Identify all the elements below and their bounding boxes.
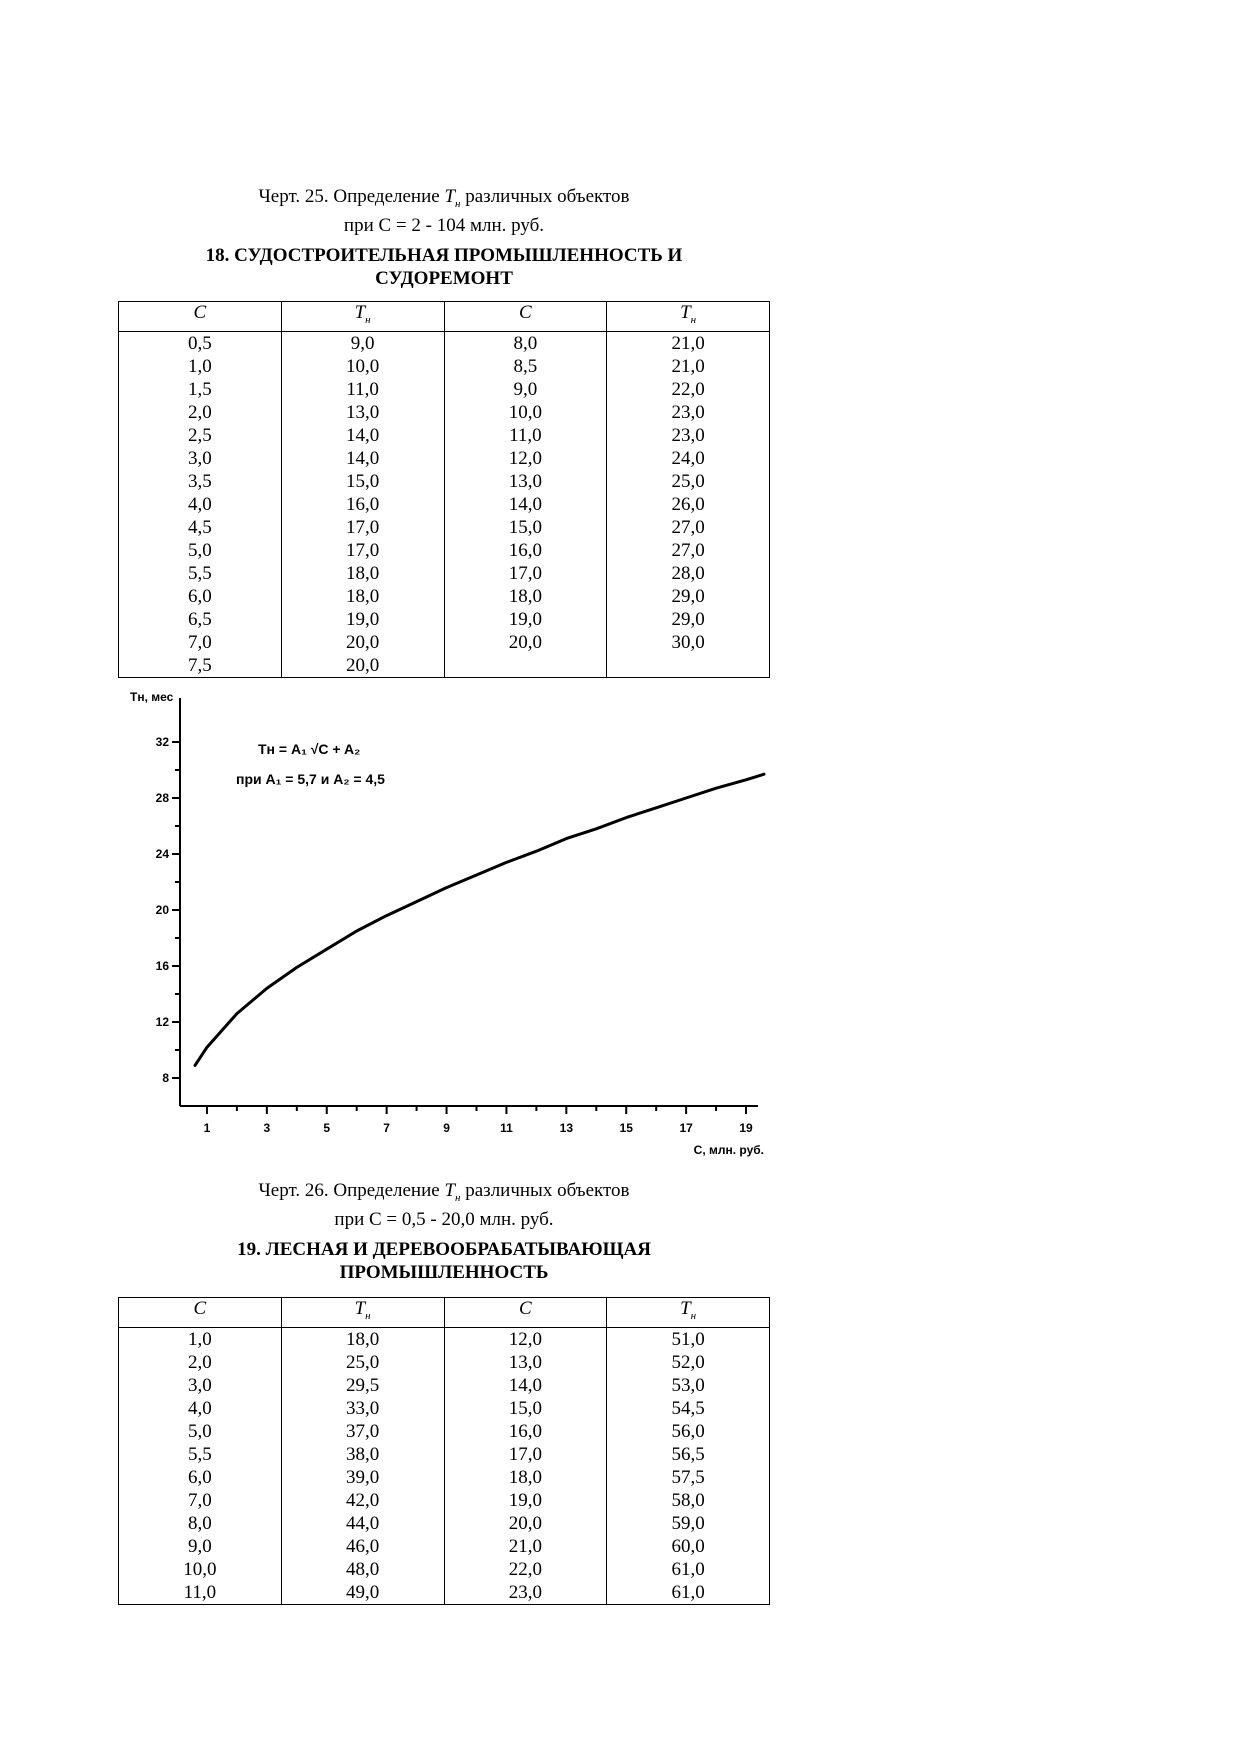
- table-cell: 21,0: [444, 1535, 607, 1558]
- table-cell: 25,0: [281, 1351, 444, 1374]
- figure-25-caption: [118, 186, 770, 237]
- section-19-heading: [118, 1238, 770, 1284]
- table-cell: 17,0: [281, 539, 444, 562]
- table-cell: 5,5: [119, 1443, 282, 1466]
- table-cell: 2,0: [119, 401, 282, 424]
- table-cell: 3,5: [119, 470, 282, 493]
- table-cell: 17,0: [281, 516, 444, 539]
- table-row: [119, 562, 770, 585]
- section-18-heading: [118, 244, 770, 290]
- table-cell: 5,0: [119, 539, 282, 562]
- column-header: C: [119, 302, 282, 332]
- table-cell: 11,0: [281, 378, 444, 401]
- table-cell: 5,0: [119, 1420, 282, 1443]
- table-cell: [607, 654, 770, 678]
- table-cell: 39,0: [281, 1466, 444, 1489]
- column-header: $T_н$: [607, 1298, 770, 1328]
- table-cell: 18,0: [281, 562, 444, 585]
- table-cell: 10,0: [444, 401, 607, 424]
- table-cell: 53,0: [607, 1374, 770, 1397]
- table-cell: 4,0: [119, 1397, 282, 1420]
- x-tick-label: 3: [263, 1121, 271, 1135]
- table-row: [119, 1535, 770, 1558]
- table-cell: 44,0: [281, 1512, 444, 1535]
- table-cell: 5,5: [119, 562, 282, 585]
- table-row: [119, 1489, 770, 1512]
- table-row: [119, 1443, 770, 1466]
- table-row: [119, 378, 770, 401]
- table-cell: 18,0: [444, 585, 607, 608]
- table-cell: 29,0: [607, 585, 770, 608]
- table-cell: 3,0: [119, 1374, 282, 1397]
- table-cell: 2,0: [119, 1351, 282, 1374]
- table-cell: 7,0: [119, 1489, 282, 1512]
- table-cell: 49,0: [281, 1581, 444, 1605]
- figure-25-caption-line1: Черт. 25. Определение $T_н$ различных объектов: [258, 186, 630, 210]
- table-cell: 11,0: [119, 1581, 282, 1605]
- section-18-table: [118, 301, 770, 678]
- table-row: [119, 1466, 770, 1489]
- table-cell: 7,0: [119, 631, 282, 654]
- table-cell: 20,0: [281, 654, 444, 678]
- table-row: [119, 1420, 770, 1443]
- table-row: [119, 585, 770, 608]
- x-tick-label: 19: [739, 1121, 753, 1135]
- table-cell: 4,0: [119, 493, 282, 516]
- table-cell: 17,0: [444, 562, 607, 585]
- table-row: [119, 331, 770, 355]
- table-cell: 27,0: [607, 516, 770, 539]
- table-cell: 16,0: [281, 493, 444, 516]
- table-cell: 22,0: [444, 1558, 607, 1581]
- table-cell: 2,5: [119, 424, 282, 447]
- table-cell: 22,0: [607, 378, 770, 401]
- figure-26-caption: [118, 1180, 770, 1231]
- column-header: $T_н$: [607, 302, 770, 332]
- table-cell: 19,0: [444, 608, 607, 631]
- table-row: [119, 539, 770, 562]
- column-header: C: [444, 1298, 607, 1328]
- y-tick-label: 20: [155, 903, 169, 917]
- formula-parameters: при A₁ = 5,7 и A₂ = 4,5: [236, 771, 385, 787]
- table-row: [119, 1581, 770, 1605]
- table-cell: 1,0: [119, 355, 282, 378]
- table-row: [119, 470, 770, 493]
- column-header: $T_н$: [281, 1298, 444, 1328]
- x-tick-label: 11: [500, 1121, 513, 1135]
- x-tick-label: 17: [679, 1121, 693, 1135]
- figure-26-caption-line1: Черт. 26. Определение $T_н$ различных объектов: [258, 1180, 630, 1204]
- x-tick-label: 1: [203, 1121, 211, 1135]
- table-cell: 15,0: [444, 516, 607, 539]
- table-cell: 26,0: [607, 493, 770, 516]
- y-tick-label: 28: [155, 791, 169, 805]
- table-cell: 8,0: [444, 331, 607, 355]
- table-header-row: [119, 302, 770, 332]
- table-cell: 12,0: [444, 447, 607, 470]
- table-cell: 56,5: [607, 1443, 770, 1466]
- table-cell: 15,0: [444, 1397, 607, 1420]
- table-cell: 20,0: [444, 1512, 607, 1535]
- table-cell: 61,0: [607, 1558, 770, 1581]
- table-row: [119, 608, 770, 631]
- table-row: [119, 424, 770, 447]
- table-cell: 18,0: [444, 1466, 607, 1489]
- table-cell: 14,0: [444, 493, 607, 516]
- table-cell: 7,5: [119, 654, 282, 678]
- table-cell: 16,0: [444, 1420, 607, 1443]
- table-cell: 12,0: [444, 1327, 607, 1351]
- table-cell: 48,0: [281, 1558, 444, 1581]
- table-row: [119, 447, 770, 470]
- table-row: [119, 1397, 770, 1420]
- x-tick-label: 15: [619, 1121, 633, 1135]
- table-row: [119, 654, 770, 678]
- table-cell: 24,0: [607, 447, 770, 470]
- table-row: [119, 1512, 770, 1535]
- table-cell: 19,0: [444, 1489, 607, 1512]
- table-cell: 18,0: [281, 1327, 444, 1351]
- y-tick-label: 12: [155, 1015, 169, 1029]
- table-cell: 60,0: [607, 1535, 770, 1558]
- table-cell: [444, 654, 607, 678]
- table-cell: 59,0: [607, 1512, 770, 1535]
- x-tick-label: 5: [323, 1121, 331, 1135]
- table-row: [119, 631, 770, 654]
- table-cell: 52,0: [607, 1351, 770, 1374]
- section-19-heading-line2: ПРОМЫШЛЕННОСТЬ: [339, 1262, 549, 1283]
- table-cell: 29,0: [607, 608, 770, 631]
- table-cell: 20,0: [444, 631, 607, 654]
- table-cell: 11,0: [444, 424, 607, 447]
- table-cell: 10,0: [281, 355, 444, 378]
- column-header: C: [444, 302, 607, 332]
- table-cell: 13,0: [444, 1351, 607, 1374]
- table-cell: 9,0: [281, 331, 444, 355]
- table-cell: 4,5: [119, 516, 282, 539]
- table-cell: 38,0: [281, 1443, 444, 1466]
- table-cell: 13,0: [444, 470, 607, 493]
- table-row: [119, 516, 770, 539]
- section-18-heading-line2: СУДОРЕМОНТ: [375, 268, 513, 289]
- column-header: $T_н$: [281, 302, 444, 332]
- y-tick-label: 8: [162, 1071, 169, 1085]
- section-18-table-body: [119, 331, 770, 677]
- table-cell: 29,5: [281, 1374, 444, 1397]
- table-cell: 10,0: [119, 1558, 282, 1581]
- table-cell: 17,0: [444, 1443, 607, 1466]
- table-row: [119, 1558, 770, 1581]
- table-cell: 61,0: [607, 1581, 770, 1605]
- table-cell: 9,0: [444, 378, 607, 401]
- figure-26-caption-line2: при C = 0,5 - 20,0 млн. руб.: [334, 1208, 554, 1230]
- column-header: C: [119, 1298, 282, 1328]
- table-cell: 6,5: [119, 608, 282, 631]
- table-cell: 42,0: [281, 1489, 444, 1512]
- table-cell: 1,5: [119, 378, 282, 401]
- table-cell: 20,0: [281, 631, 444, 654]
- table-cell: 23,0: [607, 401, 770, 424]
- table-cell: 8,0: [119, 1512, 282, 1535]
- table-row: [119, 355, 770, 378]
- table-cell: 14,0: [281, 447, 444, 470]
- y-axis-label: Tн, мес: [130, 690, 174, 704]
- table-cell: 51,0: [607, 1327, 770, 1351]
- table-cell: 14,0: [444, 1374, 607, 1397]
- formula-annotation: Tн = A₁ √C + A₂: [258, 741, 361, 757]
- table-cell: 56,0: [607, 1420, 770, 1443]
- section-18-heading-line1: 18. СУДОСТРОИТЕЛЬНАЯ ПРОМЫШЛЕННОСТЬ И: [205, 245, 683, 266]
- table-cell: 3,0: [119, 447, 282, 470]
- table-cell: 0,5: [119, 331, 282, 355]
- table-cell: 6,0: [119, 1466, 282, 1489]
- table-row: [119, 401, 770, 424]
- table-cell: 19,0: [281, 608, 444, 631]
- table-cell: 21,0: [607, 331, 770, 355]
- table-cell: 8,5: [444, 355, 607, 378]
- figure-25-caption-line2: при C = 2 - 104 млн. руб.: [343, 214, 545, 236]
- section-19-table-body: [119, 1327, 770, 1604]
- table-header-row: [119, 1298, 770, 1328]
- table-cell: 58,0: [607, 1489, 770, 1512]
- table-cell: 16,0: [444, 539, 607, 562]
- table-cell: 14,0: [281, 424, 444, 447]
- y-tick-label: 32: [155, 735, 169, 749]
- table-cell: 25,0: [607, 470, 770, 493]
- table-cell: 15,0: [281, 470, 444, 493]
- table-cell: 27,0: [607, 539, 770, 562]
- table-cell: 28,0: [607, 562, 770, 585]
- table-cell: 9,0: [119, 1535, 282, 1558]
- table-cell: 23,0: [607, 424, 770, 447]
- table-cell: 23,0: [444, 1581, 607, 1605]
- table-cell: 54,5: [607, 1397, 770, 1420]
- table-cell: 13,0: [281, 401, 444, 424]
- figure-26-chart: [118, 688, 768, 1158]
- table-cell: 30,0: [607, 631, 770, 654]
- section-19-heading-line1: 19. ЛЕСНАЯ И ДЕРЕВООБРАБАТЫВАЮЩАЯ: [237, 1239, 651, 1260]
- table-row: [119, 1351, 770, 1374]
- table-cell: 18,0: [281, 585, 444, 608]
- section-19-table: [118, 1297, 770, 1605]
- table-row: [119, 1327, 770, 1351]
- table-cell: 46,0: [281, 1535, 444, 1558]
- table-cell: 33,0: [281, 1397, 444, 1420]
- table-cell: 37,0: [281, 1420, 444, 1443]
- x-tick-label: 13: [559, 1121, 574, 1135]
- x-tick-label: 9: [443, 1121, 450, 1135]
- table-cell: 1,0: [119, 1327, 282, 1351]
- x-axis-label: C, млн. руб.: [693, 1143, 764, 1157]
- x-tick-label: 7: [383, 1121, 390, 1135]
- table-cell: 57,5: [607, 1466, 770, 1489]
- table-cell: 21,0: [607, 355, 770, 378]
- y-tick-label: 24: [155, 847, 169, 861]
- y-tick-label: 16: [155, 959, 169, 973]
- series-line: [195, 774, 764, 1065]
- table-row: [119, 493, 770, 516]
- table-cell: 6,0: [119, 585, 282, 608]
- table-row: [119, 1374, 770, 1397]
